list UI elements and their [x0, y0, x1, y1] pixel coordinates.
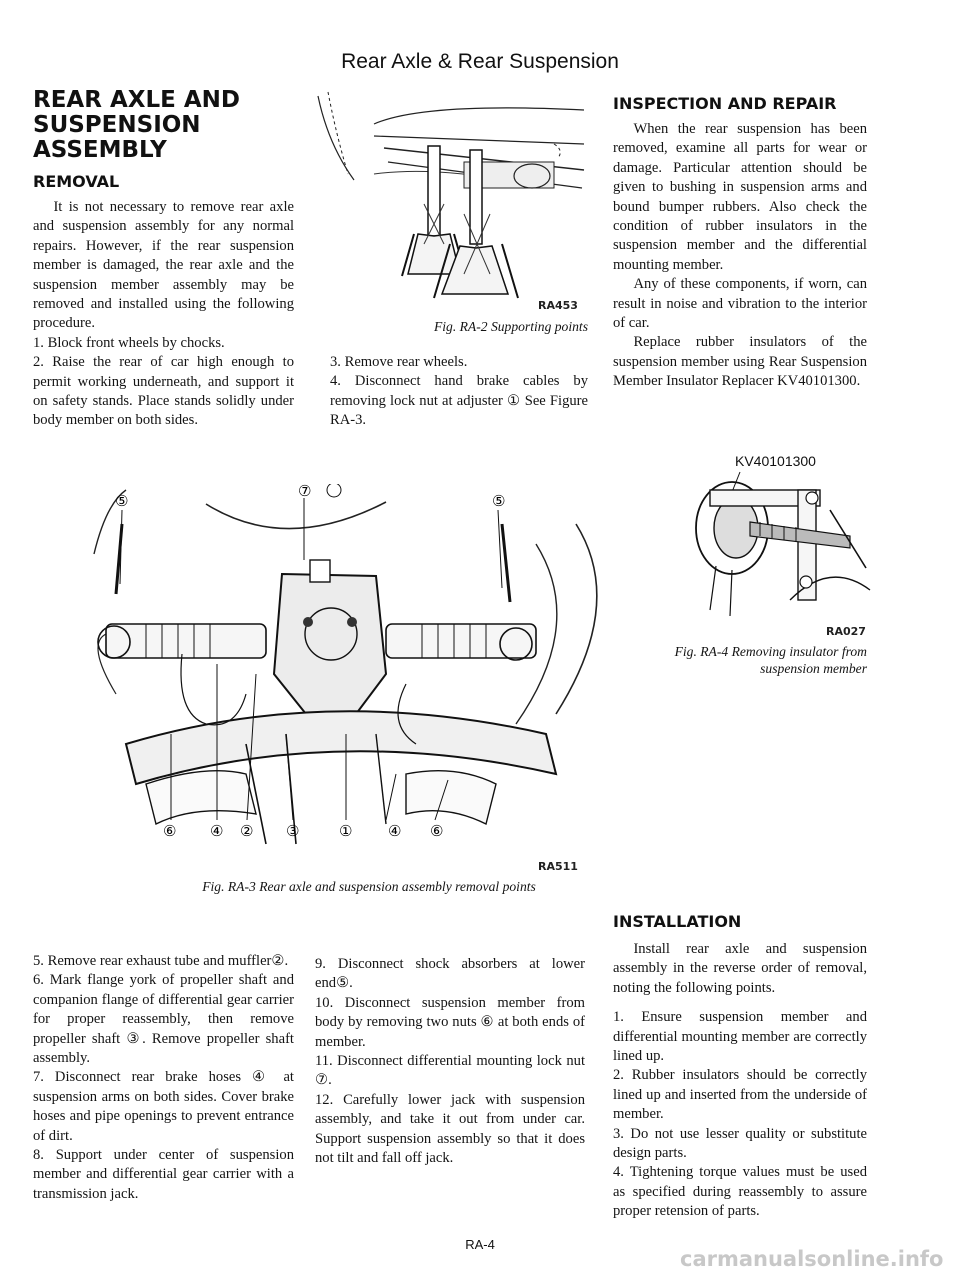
bolt: [347, 617, 357, 627]
step-item: 4. Tightening torque values must be used as specified during reassembly to assure proper retension of parts.: [613, 1164, 867, 1220]
inspection-text: [613, 120, 867, 392]
safety-stand-post: [470, 150, 482, 244]
callout-label: ④: [388, 822, 402, 840]
step-item: 3. Remove rear wheels.: [330, 354, 468, 370]
shock-absorber: [502, 524, 510, 602]
step-item: 11. Disconnect differential mounting lock nut ⑦.: [315, 1053, 585, 1089]
brake-hose: [181, 654, 246, 725]
safety-stand-post: [428, 146, 440, 236]
figure-caption: Fig. RA-2 Supporting points: [433, 319, 588, 334]
removal-heading: REMOVAL: [33, 172, 120, 191]
right-drive-shaft: [386, 624, 536, 658]
steps-9-12: [315, 955, 585, 1168]
step-item: 6. Mark flange york of propeller shaft and companion flange of differential gear carrier for proper reassembly, then remove propeller shaft ③. Remove propeller shaft assembly.: [33, 972, 294, 1067]
suspension-arm: [146, 771, 256, 824]
suspension-arm: [406, 771, 496, 824]
paragraph: Any of these components, if worn, can result in noise and vibration to the interior of car.: [613, 276, 867, 332]
watermark: carmanualsonline.info: [680, 1247, 944, 1271]
step-item: 5. Remove rear exhaust tube and muffler②.: [33, 953, 289, 969]
figure-caption: [613, 643, 867, 677]
figure-ra4-insulator-removal: [680, 470, 874, 618]
section-title-line: ASSEMBLY: [33, 137, 167, 163]
step-item: 4. Disconnect hand brake cables by removing lock nut at adjuster ① See Figure RA-3.: [330, 373, 588, 429]
callout-label: ④: [210, 822, 224, 840]
step-item: 1. Block front wheels by chocks.: [33, 334, 225, 351]
caption-line: Fig. RA-4 Removing insulator from: [674, 644, 867, 659]
callout-label: ②: [240, 822, 254, 840]
figure-code: RA511: [538, 860, 578, 873]
nut: [800, 576, 812, 588]
paragraph: Replace rubber insulators of the suspension member using Rear Suspension Member Insulator Replacer KV40101300.: [613, 334, 867, 390]
car-body-outline: [374, 108, 584, 124]
callout-label: ③: [286, 822, 300, 840]
tool-label: KV40101300: [735, 453, 816, 469]
callout-label: ⑥: [163, 822, 177, 840]
inspection-heading: INSPECTION AND REPAIR: [613, 94, 837, 113]
caption-line: suspension member: [760, 661, 867, 676]
installation-text: [613, 940, 867, 1222]
tire-outline: [556, 524, 597, 714]
callout-label: ⑤: [492, 492, 506, 510]
running-header: Rear Axle & Rear Suspension: [341, 50, 619, 73]
paragraph: Install rear axle and suspension assembly in the reverse order of removal, noting the following points.: [613, 941, 867, 996]
hidden-line: [554, 144, 560, 158]
steps-3-4: [330, 353, 588, 431]
callout-label: ⑥: [430, 822, 444, 840]
bolt: [303, 617, 313, 627]
differential-carrier: [274, 574, 386, 714]
floor-member: [374, 136, 584, 144]
page-number: RA-4: [465, 1237, 495, 1252]
figure-code: RA027: [826, 625, 866, 638]
ring-marker: [327, 484, 341, 497]
callout-label: ⑤: [115, 492, 129, 510]
figure-ra2-supporting-points: [314, 84, 590, 314]
steps-5-8: [33, 952, 294, 1204]
figure-code: RA453: [538, 299, 578, 312]
removal-text: [33, 198, 294, 431]
step-item: 8. Support under center of suspension member and differential gear carrier with a transmission jack.: [33, 1147, 294, 1202]
diff-mount: [310, 560, 330, 582]
section-title: [33, 88, 303, 163]
step-item: 12. Carefully lower jack with suspension assembly, and take it out from under car. Support suspension assembly so that it does not tilt and fall off jack.: [315, 1091, 585, 1167]
fuel-tank-outline: [206, 502, 386, 529]
step-item: 9. Disconnect shock absorbers at lower end⑤.: [315, 956, 585, 992]
car-body-outline: [328, 92, 348, 174]
step-item: 2. Raise the rear of car high enough to permit working underneath, and support it on safety stands. Place stands solidly under body member on both sides.: [33, 354, 294, 429]
section-title-line: SUSPENSION: [33, 112, 201, 138]
installation-heading: INSTALLATION: [613, 912, 742, 931]
callout-label: ①: [339, 822, 353, 840]
section-title-line: REAR AXLE AND: [33, 87, 240, 113]
step-item: 10. Disconnect suspension member from body by removing two nuts ⑥ at both ends of member.: [315, 994, 585, 1050]
step-item: 1. Ensure suspension member and differential mounting member are correctly lined up.: [613, 1009, 867, 1065]
nut: [806, 492, 818, 504]
callout-label: ⑦: [298, 484, 312, 500]
paragraph: When the rear suspension has been removed, examine all parts for wear or damage. Particular attention should be given to bushing in suspension arms and bound bumper rubbers. Also check the condition of rubber insulators in the suspension member and the differential mounting member.: [613, 121, 867, 273]
car-body-outline: [318, 96, 354, 180]
figure-caption: Fig. RA-3 Rear axle and suspension assembly removal points: [202, 879, 536, 894]
figure-ra3-removal-points: [86, 484, 606, 862]
paragraph: It is not necessary to remove rear axle and suspension assembly for any normal repairs. However, if the rear suspension member is damaged, the rear axle and the suspension member assembly may be removed and installed using the following procedure.: [33, 199, 294, 332]
step-item: 7. Disconnect rear brake hoses ④ at suspension arms on both sides. Cover brake hoses and pipe openings to prevent entrance of dirt.: [33, 1069, 294, 1144]
step-item: 3. Do not use lesser quality or substitute design parts.: [613, 1125, 867, 1162]
step-item: 2. Rubber insulators should be correctly lined up and inserted from the underside of member.: [613, 1067, 867, 1123]
